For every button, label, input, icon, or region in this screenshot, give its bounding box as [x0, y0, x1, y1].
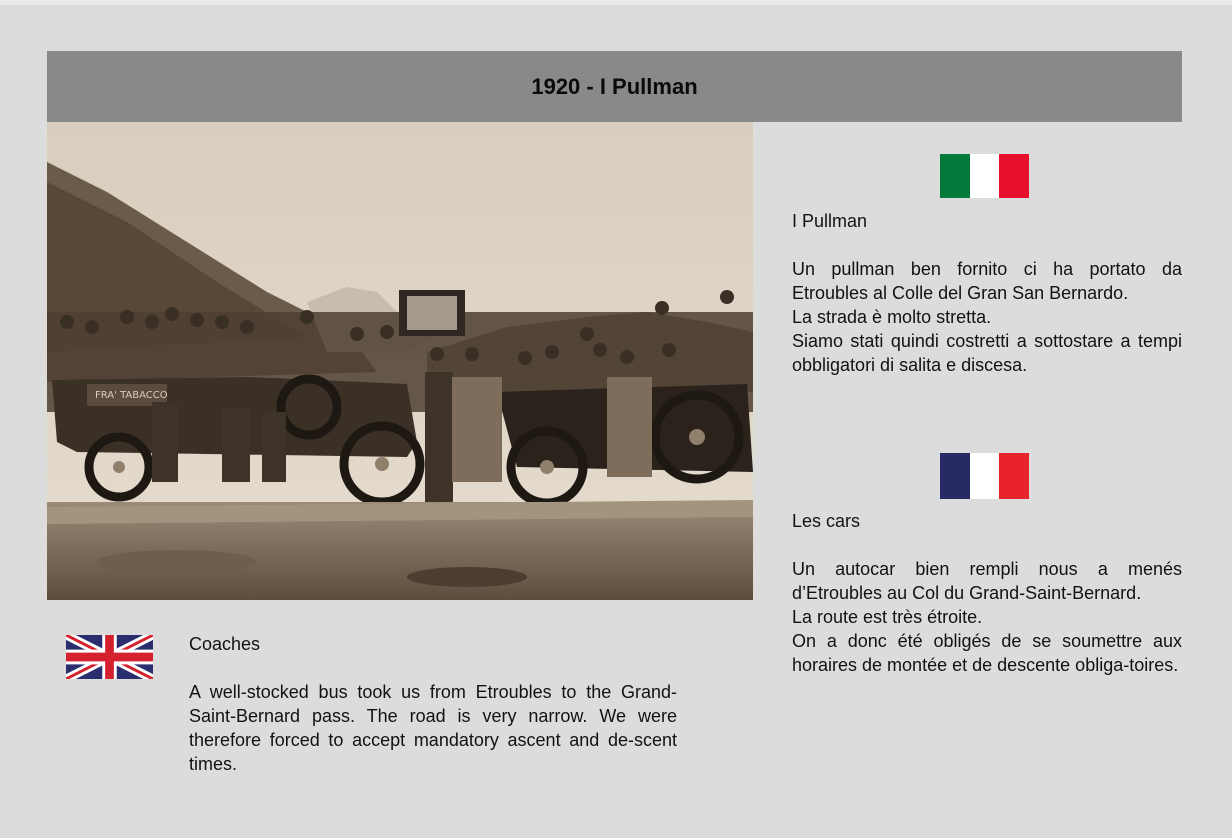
- italian-line: La strada è molto stretta.: [792, 307, 992, 327]
- historic-photo: [47, 122, 753, 600]
- france-flag-icon: [940, 453, 1029, 499]
- italian-heading: I Pullman: [792, 211, 868, 231]
- english-heading: Coaches: [189, 634, 261, 654]
- french-line: On a donc été obligés de se soumettre aux horaires de montée et de descente obliga-toires.: [792, 631, 1182, 675]
- french-line: Un autocar bien rempli nous a menés d’Etroubles au Col du Grand-Saint-Bernard.: [792, 559, 1182, 603]
- english-body: A well-stocked bus took us from Etroubles to the Grand-Saint-Bernard pass. The road is very narrow. We were therefore forced to accept mandatory ascent and de-scent times.: [189, 682, 677, 774]
- italian-text-block: [792, 209, 1182, 377]
- french-text-block: [792, 509, 1182, 677]
- title-bar: [47, 51, 1182, 122]
- italian-line: Siamo stati quindi costretti a sottostare a tempi obbligatori di salita e discesa.: [792, 331, 1182, 375]
- italian-line: Un pullman ben fornito ci ha portato da Etroubles al Colle del Gran San Bernardo.: [792, 259, 1182, 303]
- english-text-block: [189, 632, 677, 776]
- uk-flag-icon: [66, 635, 153, 679]
- page-title: 1920 - I Pullman: [531, 73, 698, 99]
- bus-sign-text: FRA' TABACCO: [95, 390, 168, 401]
- top-strip: [0, 0, 1232, 5]
- french-line: La route est très étroite.: [792, 607, 983, 627]
- french-heading: Les cars: [792, 511, 861, 531]
- italy-flag-icon: [940, 154, 1029, 198]
